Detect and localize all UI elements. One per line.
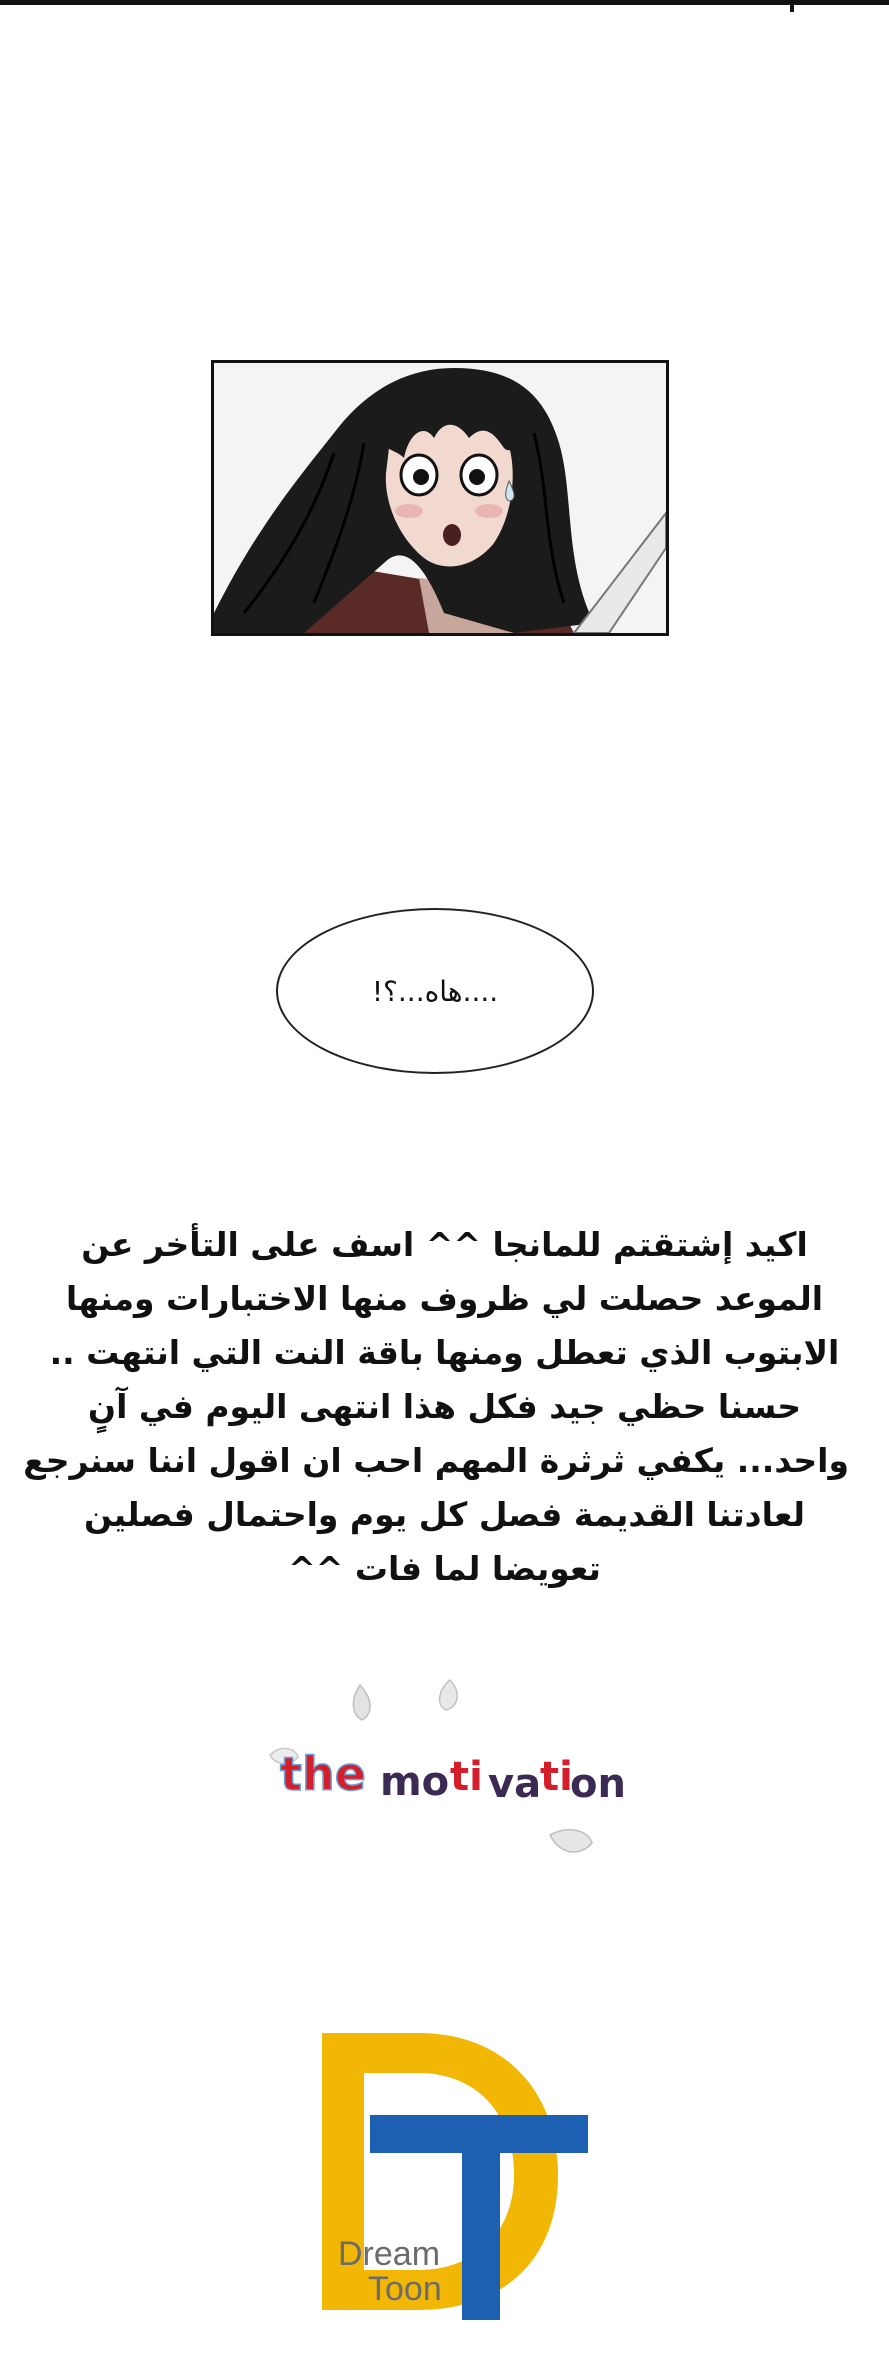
translator-note <box>23 1218 849 1596</box>
note-line: الموعد حصلت لي ظروف منها الاختبارات ومنها <box>65 1279 824 1318</box>
svg-text:va: va <box>488 1761 542 1807</box>
note-line: اكيد إشتقتم للمانجا ^^ اسف على التأخر عن <box>81 1225 808 1264</box>
svg-text:ti: ti <box>450 1754 483 1800</box>
dream-toon-logo <box>318 2025 598 2325</box>
logo-text-dream: Dream <box>338 2235 441 2273</box>
note-line: حسنا حظي جيد فكل هذا انتهى اليوم في آنٍ <box>87 1387 802 1426</box>
note-line: واحد... يكفي ثرثرة المهم احب ان اقول اننا سنرجع <box>23 1441 849 1480</box>
leaf-icon <box>250 1665 630 1865</box>
manga-panel <box>211 360 669 636</box>
speech-bubble-text: ....هاه...؟! <box>371 974 499 1008</box>
note-line: لعادتنا القديمة فصل كل يوم واحتمال فصلين <box>83 1495 806 1534</box>
svg-text:mo: mo <box>380 1759 450 1805</box>
logo-text-toon: Toon <box>368 2270 442 2308</box>
character-face-icon <box>214 363 666 633</box>
svg-text:ti: ti <box>540 1754 573 1800</box>
svg-text:the: the <box>280 1747 366 1801</box>
motivation-signature <box>250 1665 630 1865</box>
panel-edge-notch <box>790 0 794 12</box>
svg-text:on: on <box>570 1761 626 1807</box>
note-line: الابتوب الذي تعطل ومنها باقة النت التي انتهت .. <box>49 1333 840 1372</box>
note-line: تعويضا لما فات ^^ <box>288 1549 601 1588</box>
top-panel-edge <box>0 0 889 5</box>
speech-bubble <box>276 908 594 1074</box>
